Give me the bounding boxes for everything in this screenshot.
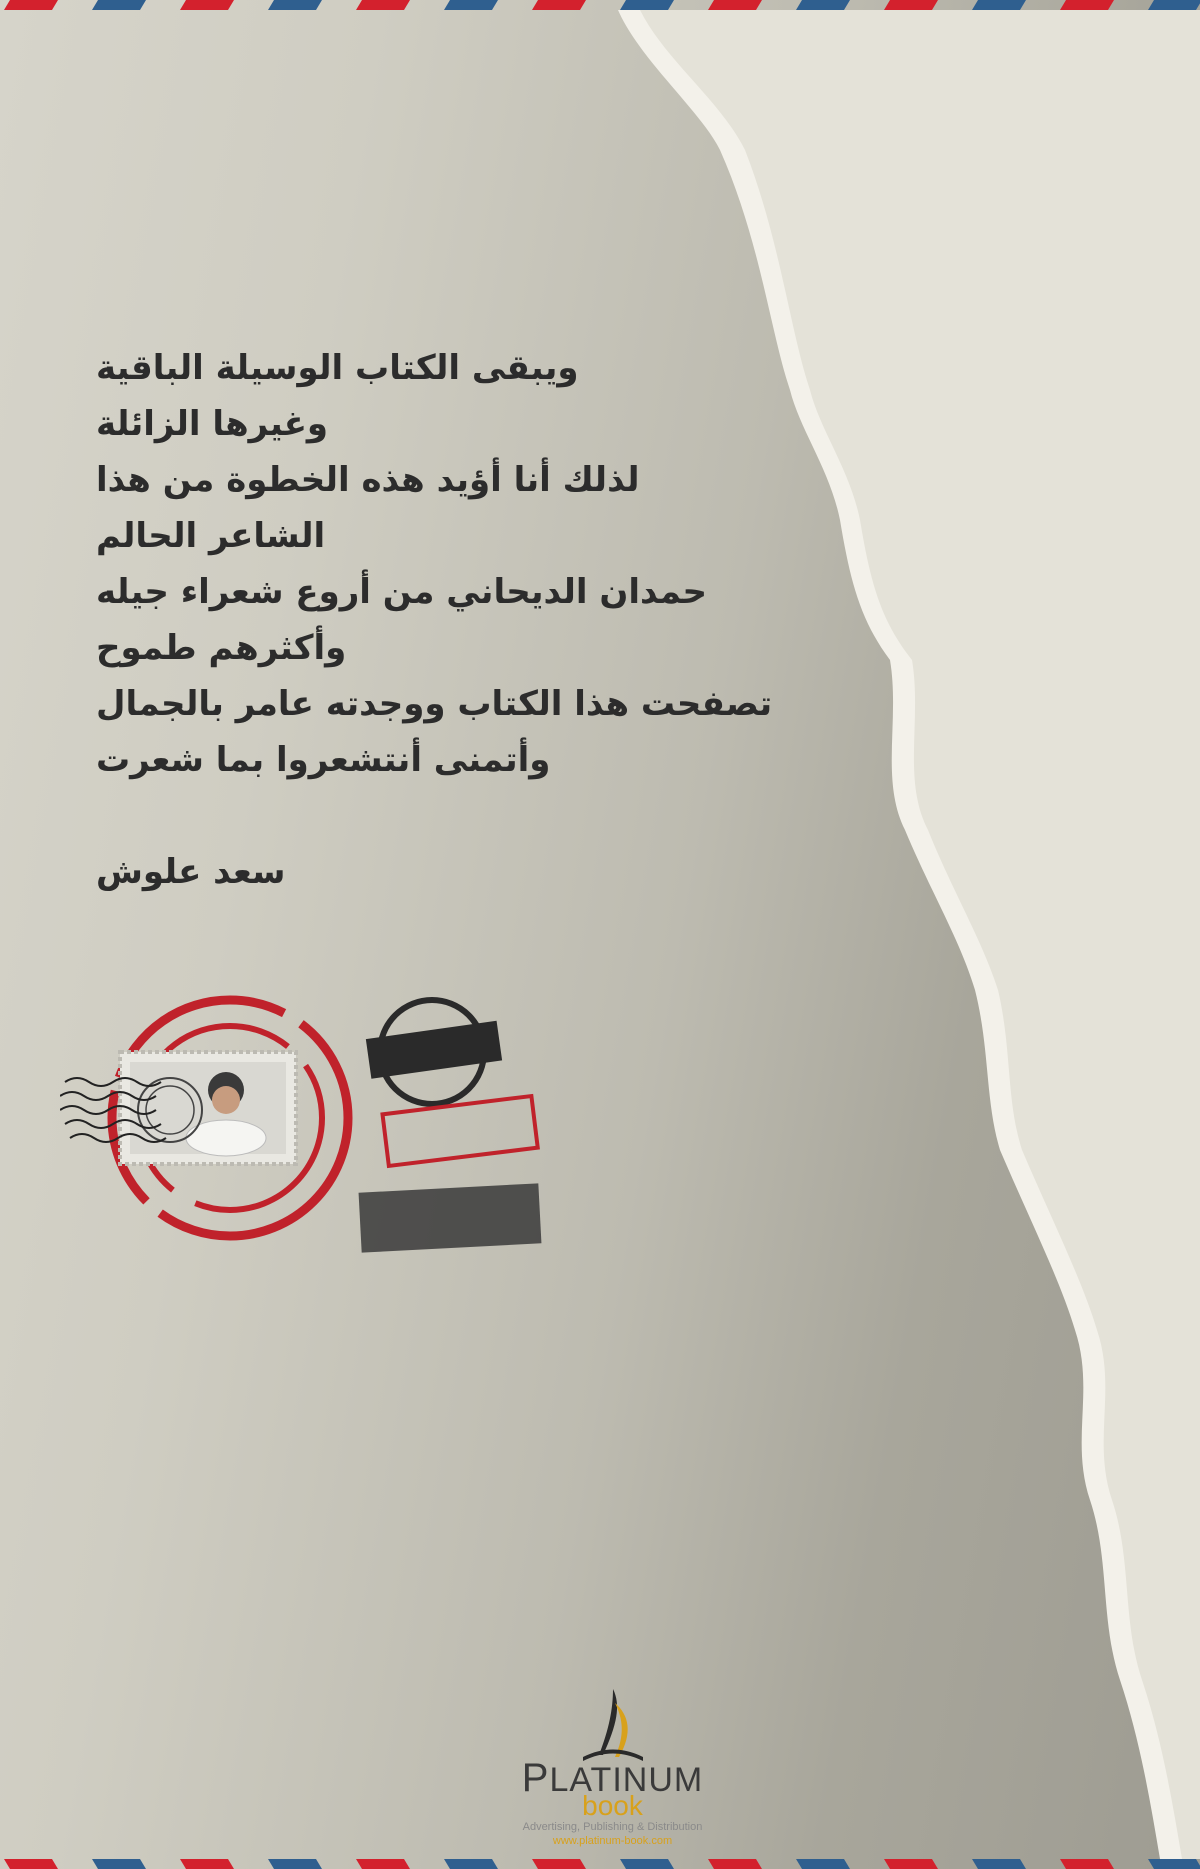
poem-line: حمدان الديحاني من أروع شعراء جيله [96, 572, 707, 612]
poem-line: ويبقى الكتاب الوسيلة الباقية [96, 348, 579, 388]
publisher-name: PLATINUM [521, 1756, 704, 1800]
poem-line: وأكثرهم طموح [96, 628, 347, 668]
publisher-sub: book [582, 1790, 643, 1821]
dark-round-stamp-icon [366, 1000, 502, 1104]
red-rect-stamp [383, 1096, 538, 1166]
publisher-tagline: Advertising, Publishing & Distribution [522, 1821, 703, 1833]
poem-line: وأتمنى أنتشعروا بما شعرت [96, 740, 551, 780]
dark-rect-stamp [359, 1183, 542, 1252]
publisher-logo [505, 1685, 720, 1855]
stamps-collage [60, 970, 580, 1270]
postage-stamp-icon [120, 1052, 296, 1164]
poem-line: الشاعر الحالم [96, 516, 326, 556]
publisher-url: www.platinum-book.com [552, 1835, 673, 1847]
poem-line: تصفحت هذا الكتاب ووجدته عامر بالجمال [96, 684, 773, 724]
author-name: سعد علوش [96, 852, 286, 892]
poem-line: وغيرها الزائلة [96, 404, 329, 444]
poem-block [96, 340, 836, 788]
poem-line: لذلك أنا أؤيد هذه الخطوة من هذا [96, 460, 640, 500]
feather-book-logo [573, 1685, 653, 1765]
